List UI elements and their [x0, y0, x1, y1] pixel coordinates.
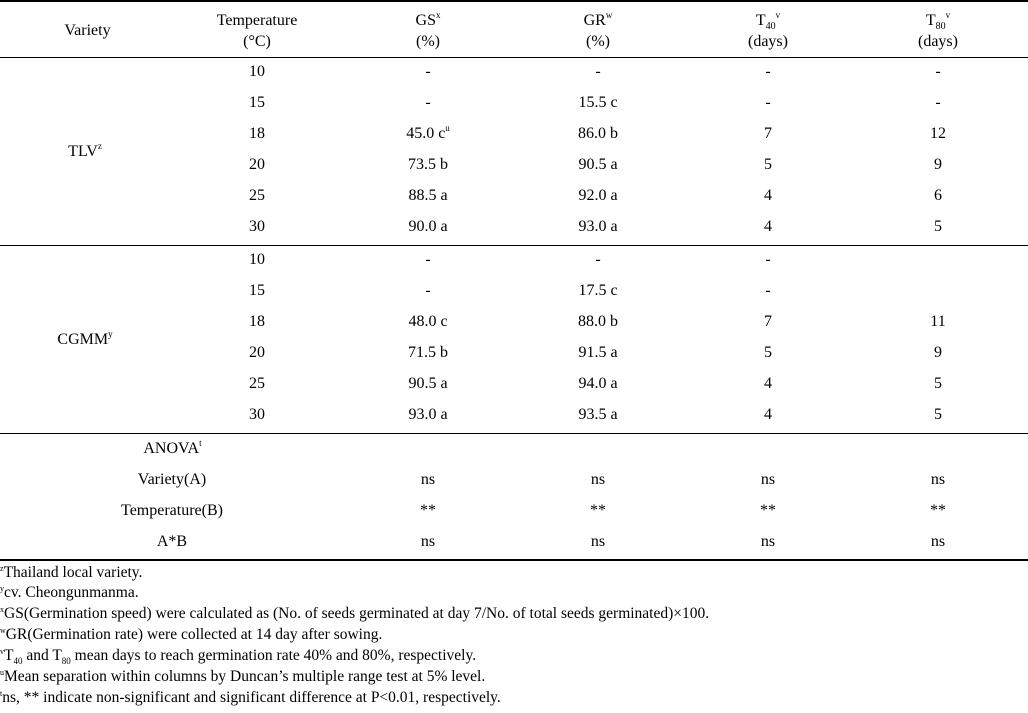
cell-value: -	[425, 282, 431, 299]
cell-value: 15	[249, 282, 265, 299]
cell-t80	[878, 155, 998, 175]
footnote-text: GS(Germination speed) were calculated as (No. of seeds germinated at day 7/No. of total seeds germinated)×100.	[4, 605, 710, 622]
cell-gs	[368, 374, 488, 394]
header-gr-label: GR	[583, 12, 606, 29]
cell-value: 73.5 b	[408, 156, 448, 173]
cell-value: 48.0 c	[408, 313, 448, 330]
top-rule	[0, 0, 1028, 2]
cell-gs	[368, 186, 488, 206]
cell-value: 10	[249, 251, 265, 268]
cell-value: -	[425, 251, 431, 268]
cell-temp	[197, 312, 317, 332]
header-gr-unit: (%)	[586, 33, 610, 50]
footnote-mark: z	[0, 564, 4, 573]
cell-value: 94.0 a	[578, 375, 618, 392]
cell-gr	[538, 343, 658, 363]
cell-t40	[708, 250, 828, 270]
anova-cell-t80: **	[930, 502, 946, 519]
cell-value: 92.0 a	[578, 187, 618, 204]
cell-value: 45.0 c	[406, 125, 446, 142]
footnote-u	[0, 667, 485, 687]
cell-t40	[708, 343, 828, 363]
cell-value: 5	[934, 218, 942, 235]
cell-gs	[368, 405, 488, 425]
footnote-text: T	[4, 647, 14, 664]
cell-value: 91.5 a	[578, 344, 618, 361]
header-variety: Variety	[64, 22, 111, 39]
header-gs-label: GS	[415, 12, 436, 29]
cell-value: 5	[934, 406, 942, 423]
cell-value: 9	[934, 156, 942, 173]
cell-gs	[368, 343, 488, 363]
cell-t80	[878, 374, 998, 394]
cell-t40	[708, 312, 828, 332]
cell-value: 86.0 b	[578, 125, 618, 142]
header-rule	[0, 57, 1028, 58]
cell-value: 17.5 c	[578, 282, 618, 299]
footnote-v	[0, 646, 476, 666]
cell-value: 4	[764, 187, 772, 204]
cell-value: 9	[934, 344, 942, 361]
header-temperature-label: Temperature	[216, 12, 298, 29]
cell-t80	[878, 124, 998, 144]
cell-temp	[197, 250, 317, 270]
anova-row-label: Temperature(B)	[121, 502, 223, 519]
cell-temp	[197, 405, 317, 425]
cell-value: 11	[930, 313, 946, 330]
header-t80	[878, 10, 998, 52]
cell-t80	[878, 186, 998, 206]
cell-t80	[878, 405, 998, 425]
cell-value: 90.5 a	[408, 375, 448, 392]
cell-value: -	[935, 63, 941, 80]
cell-value: 18	[249, 125, 265, 142]
cell-gs	[368, 62, 488, 82]
cell-value: 5	[764, 156, 772, 173]
cell-value: 20	[249, 156, 265, 173]
cell-temp	[197, 155, 317, 175]
footnote-mark: x	[0, 605, 4, 614]
header-gr	[538, 10, 658, 52]
cell-gs	[368, 217, 488, 237]
cell-value: 15.5 c	[578, 94, 618, 111]
cell-t40	[708, 93, 828, 113]
cell-value: -	[765, 251, 771, 268]
cell-gs	[368, 250, 488, 270]
cell-gs	[368, 93, 488, 113]
anova-cell-gr: **	[590, 502, 606, 519]
cell-value: 4	[764, 406, 772, 423]
footnote-text: GR(Germination rate) were collected at 14 day after sowing.	[5, 626, 383, 643]
cell-temp	[197, 343, 317, 363]
cell-value: 88.5 a	[408, 187, 448, 204]
bottom-rule	[0, 559, 1028, 561]
anova-cell-gr: ns	[590, 533, 606, 550]
cell-value: -	[595, 251, 601, 268]
header-t40-unit: (days)	[748, 33, 788, 50]
cell-value: 93.0 a	[578, 218, 618, 235]
footnote-text: ns, ** indicate non-significant and significant difference at P<0.01, respectively.	[2, 689, 501, 706]
anova-title-label: ANOVA	[143, 440, 200, 457]
cell-value: 18	[249, 313, 265, 330]
cell-gr	[538, 155, 658, 175]
header-t40-subscript: 40	[765, 21, 776, 32]
cell-temp	[197, 93, 317, 113]
cell-temp	[197, 374, 317, 394]
cell-value: -	[425, 94, 431, 111]
cell-value: 88.0 b	[578, 313, 618, 330]
cell-gr	[538, 374, 658, 394]
cell-value: -	[425, 63, 431, 80]
anova-divider	[0, 433, 1028, 434]
footnote-text: mean days to reach germination rate 40% and 80%, respectively.	[70, 647, 477, 664]
variety-name: CGMM	[57, 331, 109, 348]
cell-t80	[878, 343, 998, 363]
cell-value: 90.0 a	[408, 218, 448, 235]
cell-value: 90.5 a	[578, 156, 618, 173]
cell-value: -	[765, 94, 771, 111]
footnote-y	[0, 583, 139, 603]
cell-t80	[878, 312, 998, 332]
anova-row-label: A*B	[156, 533, 188, 550]
cell-gs	[368, 312, 488, 332]
anova-cell-t80: ns	[930, 533, 946, 550]
variety-label-tlv	[40, 142, 130, 162]
cell-gr	[538, 186, 658, 206]
cell-t40	[708, 281, 828, 301]
header-t80-footnote-mark: v	[945, 10, 951, 20]
group-divider	[0, 245, 1028, 246]
anova-cell-t40: ns	[760, 533, 776, 550]
cell-value: -	[765, 63, 771, 80]
anova-cell-gs: ns	[420, 471, 436, 488]
cell-value: 5	[934, 375, 942, 392]
cell-temp	[197, 124, 317, 144]
cell-value: 10	[249, 63, 265, 80]
header-t80-unit: (days)	[918, 33, 958, 50]
cell-value: -	[595, 63, 601, 80]
header-gr-footnote-mark: w	[605, 10, 613, 20]
cell-value: 93.0 a	[408, 406, 448, 423]
footnote-text: Mean separation within columns by Duncan’s multiple range test at 5% level.	[4, 668, 486, 685]
footnote-mark: y	[0, 584, 4, 593]
cell-gr	[538, 124, 658, 144]
cell-value: 4	[764, 218, 772, 235]
cell-t40	[708, 62, 828, 82]
cell-value: 30	[249, 218, 265, 235]
cell-footnote-mark: u	[445, 123, 450, 133]
cell-value: 15	[249, 94, 265, 111]
footnote-z	[0, 563, 142, 583]
cell-temp	[197, 217, 317, 237]
cell-gr	[538, 281, 658, 301]
anova-footnote-mark: t	[199, 438, 202, 448]
header-temperature	[197, 10, 317, 52]
cell-gs	[368, 281, 488, 301]
header-t40-footnote-mark: v	[775, 10, 781, 20]
anova-cell-t40: **	[760, 502, 776, 519]
anova-cell-gr: ns	[590, 471, 606, 488]
cell-value: 20	[249, 344, 265, 361]
variety-label-cgmm	[30, 330, 140, 350]
cell-value: 7	[764, 125, 772, 142]
cell-t40	[708, 124, 828, 144]
cell-t40	[708, 405, 828, 425]
cell-gr	[538, 217, 658, 237]
cell-t40	[708, 155, 828, 175]
header-gs	[368, 10, 488, 52]
footnote-x	[0, 604, 709, 624]
variety-footnote-mark: z	[97, 141, 102, 151]
cell-gr	[538, 93, 658, 113]
cell-temp	[197, 62, 317, 82]
header-t80-subscript: 80	[935, 21, 946, 32]
cell-t40	[708, 374, 828, 394]
cell-temp	[197, 186, 317, 206]
footnote-subscript: 40	[13, 656, 23, 666]
cell-t80	[878, 217, 998, 237]
footnote-mark: w	[0, 626, 6, 635]
header-gs-footnote-mark: x	[435, 10, 441, 20]
anova-title	[110, 439, 235, 459]
cell-t40	[708, 186, 828, 206]
header-gs-unit: (%)	[416, 33, 440, 50]
anova-cell-gs: ns	[420, 533, 436, 550]
cell-value: 30	[249, 406, 265, 423]
footnote-mark: t	[0, 689, 3, 698]
cell-value: -	[765, 282, 771, 299]
footnote-w	[0, 625, 382, 645]
cell-t80	[878, 93, 998, 113]
anova-cell-t80: ns	[930, 471, 946, 488]
header-t40-label: T	[755, 12, 766, 29]
header-t80-label: T	[925, 12, 936, 29]
cell-value: 5	[764, 344, 772, 361]
cell-value: 7	[764, 313, 772, 330]
cell-value: 4	[764, 375, 772, 392]
anova-row-label: Variety(A)	[137, 471, 207, 488]
cell-value: 12	[930, 125, 946, 142]
footnote-mark: v	[0, 647, 4, 656]
footnote-mark: u	[0, 668, 4, 677]
cell-temp	[197, 281, 317, 301]
cell-gr	[538, 250, 658, 270]
cell-gr	[538, 312, 658, 332]
cell-t80	[878, 62, 998, 82]
cell-gs	[368, 155, 488, 175]
cell-value: 25	[249, 187, 265, 204]
footnote-subscript: 80	[61, 656, 71, 666]
cell-t40	[708, 217, 828, 237]
header-temperature-unit: (°C)	[243, 33, 271, 50]
cell-value: -	[935, 94, 941, 111]
variety-name: TLV	[68, 143, 98, 160]
cell-gr	[538, 62, 658, 82]
footnote-t	[0, 688, 501, 708]
cell-gs	[368, 124, 488, 144]
footnote-text: Thailand local variety.	[3, 564, 143, 581]
anova-cell-t40: ns	[760, 471, 776, 488]
cell-value: 71.5 b	[408, 344, 448, 361]
anova-cell-gs: **	[420, 502, 436, 519]
header-t40	[708, 10, 828, 52]
footnote-text: cv. Cheongunmanma.	[4, 584, 139, 601]
cell-value: 93.5 a	[578, 406, 618, 423]
variety-footnote-mark: y	[108, 329, 113, 339]
footnote-text: and T	[22, 647, 62, 664]
cell-value: 25	[249, 375, 265, 392]
cell-value: 6	[934, 187, 942, 204]
cell-gr	[538, 405, 658, 425]
